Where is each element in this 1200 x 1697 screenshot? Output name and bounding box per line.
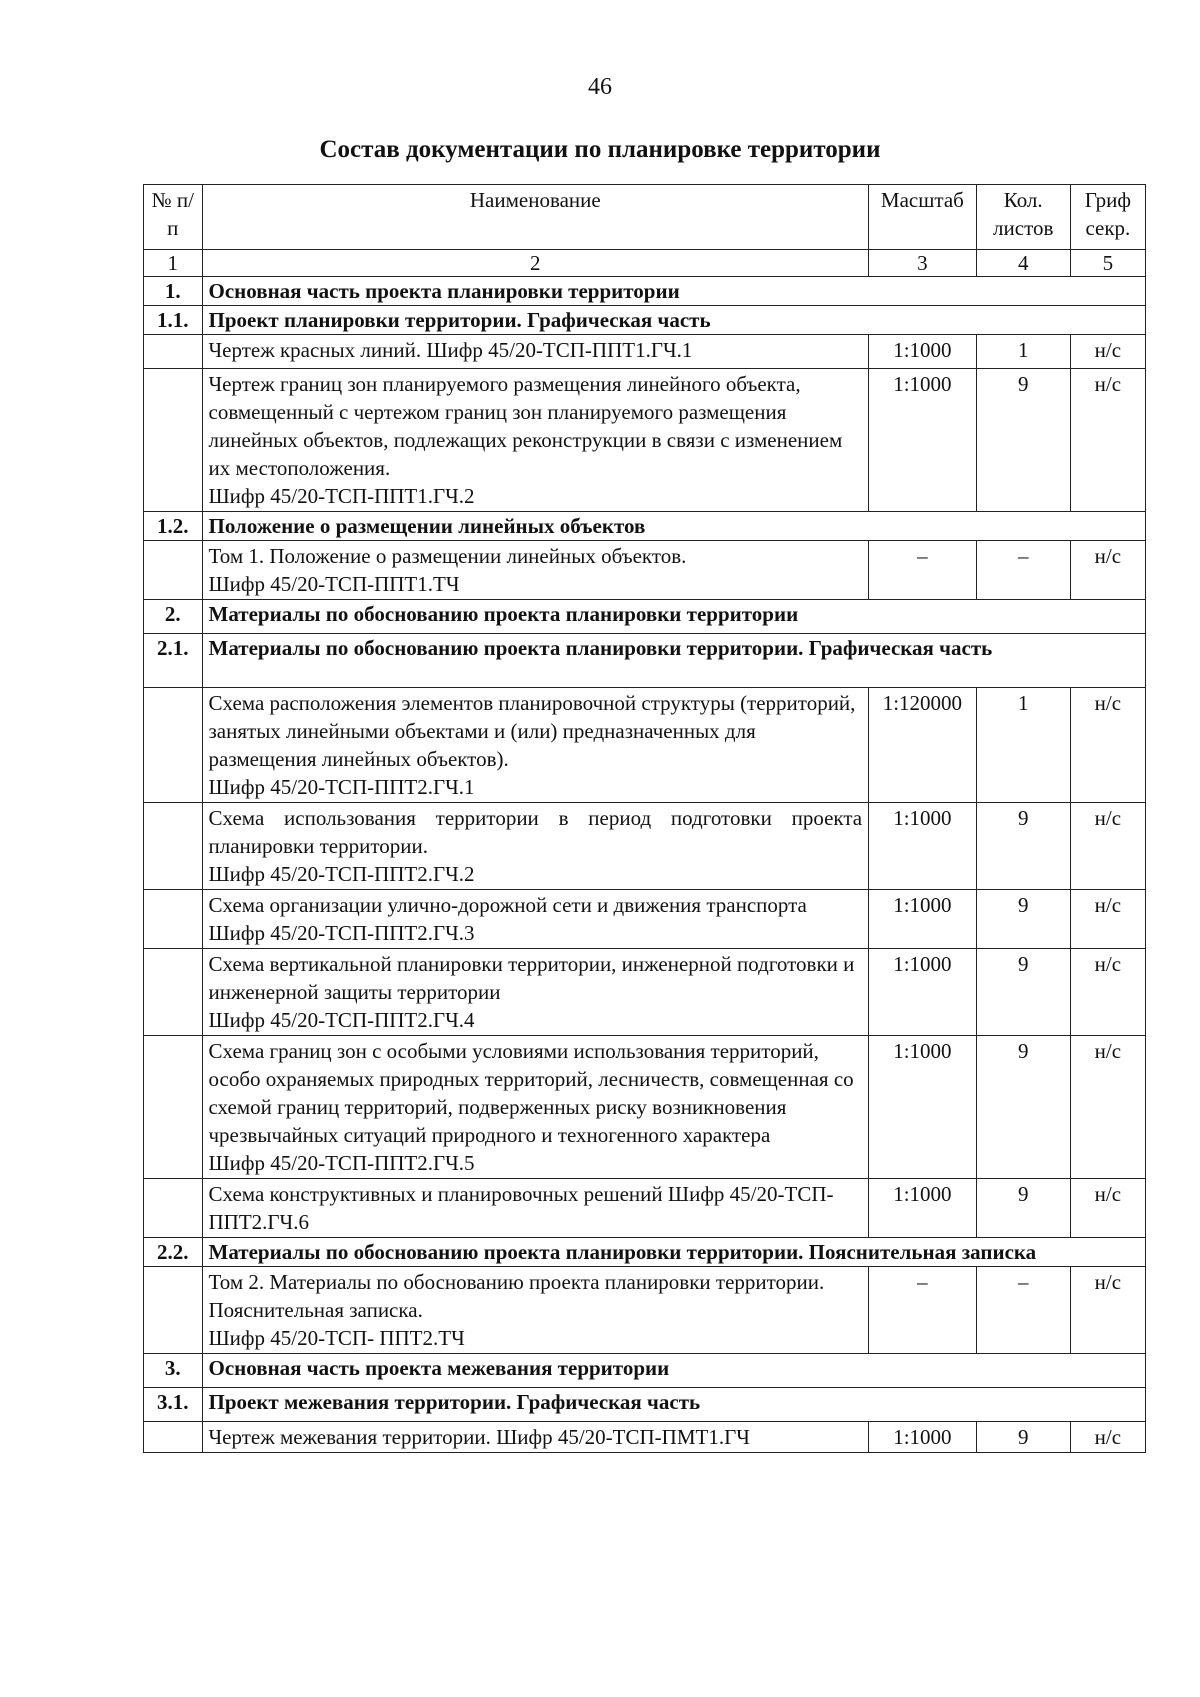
secrecy-cell: н/с: [1070, 890, 1145, 949]
document-code: Шифр 45/20-ТСП-ППТ2.ГЧ.5: [208, 1151, 475, 1175]
table-row: [144, 1179, 1146, 1238]
secrecy-cell: н/с: [1070, 369, 1145, 512]
page-number: 46: [588, 74, 612, 100]
document-name: Чертеж межевания территории. Шифр 45/20-ТСП-ПМТ1.ГЧ: [202, 1422, 869, 1453]
scale-cell: –: [869, 541, 977, 600]
scale-cell: 1:1000: [869, 890, 977, 949]
secrecy-cell: н/с: [1070, 1422, 1145, 1453]
row-number: [144, 1179, 203, 1238]
column-number: 3: [869, 250, 977, 277]
header-secrecy: Гриф секр.: [1070, 185, 1145, 250]
header-scale: Масштаб: [869, 185, 977, 250]
row-number: [144, 369, 203, 512]
table-row: [144, 1267, 1146, 1354]
document-name: [202, 541, 869, 600]
table-row: [144, 1036, 1146, 1179]
section-title: Материалы по обоснованию проекта планировки территории: [202, 600, 1146, 634]
sheets-cell: 9: [976, 369, 1070, 512]
section-row: [144, 1238, 1146, 1267]
secrecy-cell: н/с: [1070, 803, 1145, 890]
row-number: [144, 688, 203, 803]
column-number: 2: [202, 250, 869, 277]
page-title: Состав документации по планировке территории: [319, 136, 881, 163]
section-number: 2.1.: [144, 634, 203, 688]
sheets-cell: –: [976, 1267, 1070, 1354]
row-number: [144, 803, 203, 890]
secrecy-cell: н/с: [1070, 688, 1145, 803]
section-title: Проект межевания территории. Графическая часть: [202, 1388, 1146, 1422]
table-row: [144, 890, 1146, 949]
column-number: 1: [144, 250, 203, 277]
row-number: [144, 335, 203, 369]
section-number: 2.2.: [144, 1238, 203, 1267]
document-description: Том 2. Материалы по обоснованию проекта планировки территории. Пояснительная записка.: [208, 1270, 825, 1322]
row-number: [144, 890, 203, 949]
section-number: 1.: [144, 277, 203, 306]
scale-cell: 1:1000: [869, 1036, 977, 1179]
section-row: [144, 1388, 1146, 1422]
section-title: Проект планировки территории. Графическая часть: [202, 306, 1146, 335]
document-description: Том 1. Положение о размещении линейных объектов.: [208, 544, 687, 568]
sheets-cell: 9: [976, 803, 1070, 890]
section-number: 1.1.: [144, 306, 203, 335]
document-name: Схема конструктивных и планировочных решений Шифр 45/20-ТСП-ППТ2.ГЧ.6: [202, 1179, 869, 1238]
section-row: [144, 306, 1146, 335]
secrecy-cell: н/с: [1070, 335, 1145, 369]
header-sheets: Кол. листов: [976, 185, 1070, 250]
secrecy-cell: н/с: [1070, 949, 1145, 1036]
sheets-cell: 9: [976, 949, 1070, 1036]
document-description: Чертеж границ зон планируемого размещения линейного объекта, совмещенный с чертежом границ зон планируемого размещения линейных объектов, подлежащих реконструкции в связи с изменением их местоположения.: [208, 372, 843, 480]
document-description: Схема границ зон с особыми условиями использования территорий, особо охраняемых природных территорий, лесничеств, совмещенная со схемой границ территорий, подверженных риску возникновения чрезвычайных ситуаций природного и техногенного характера: [208, 1039, 854, 1147]
sheets-cell: 9: [976, 1422, 1070, 1453]
document-name: [202, 803, 869, 890]
document-code: Шифр 45/20-ТСП-ППТ1.ТЧ: [208, 572, 460, 596]
scale-cell: 1:120000: [869, 688, 977, 803]
secrecy-cell: н/с: [1070, 541, 1145, 600]
section-row: [144, 277, 1146, 306]
section-title: Материалы по обоснованию проекта планировки территории. Графическая часть: [202, 634, 1146, 688]
document-description: Схема использования территории в период подготовки проекта планировки территории.: [208, 806, 863, 858]
section-title: Материалы по обоснованию проекта планировки территории. Пояснительная записка: [202, 1238, 1146, 1267]
section-number: 3.1.: [144, 1388, 203, 1422]
secrecy-cell: н/с: [1070, 1179, 1145, 1238]
table-row: [144, 335, 1146, 369]
row-number: [144, 1422, 203, 1453]
scale-cell: 1:1000: [869, 803, 977, 890]
column-number: 4: [976, 250, 1070, 277]
sheets-cell: 1: [976, 688, 1070, 803]
sheets-cell: 9: [976, 1036, 1070, 1179]
scale-cell: 1:1000: [869, 1179, 977, 1238]
section-row: [144, 600, 1146, 634]
section-row: [144, 1354, 1146, 1388]
section-row: [144, 634, 1146, 688]
document-code: Шифр 45/20-ТСП-ППТ2.ГЧ.2: [208, 862, 475, 886]
row-number: [144, 949, 203, 1036]
scale-cell: 1:1000: [869, 369, 977, 512]
document-name: [202, 1267, 869, 1354]
document-code: Шифр 45/20-ТСП-ППТ1.ГЧ.2: [208, 484, 475, 508]
documentation-table: [143, 184, 1146, 1453]
column-number-row: [144, 250, 1146, 277]
document-description: Схема расположения элементов планировочной структуры (территорий, занятых линейными объектами и (или) предназначенных для размещения линейных объектов).: [208, 691, 856, 771]
document-name: [202, 369, 869, 512]
document-name: [202, 949, 869, 1036]
table-row: [144, 803, 1146, 890]
section-title: Основная часть проекта планировки территории: [202, 277, 1146, 306]
table-row: [144, 369, 1146, 512]
scale-cell: 1:1000: [869, 949, 977, 1036]
document-code: Шифр 45/20-ТСП-ППТ2.ГЧ.1: [208, 775, 475, 799]
section-title: Положение о размещении линейных объектов: [202, 512, 1146, 541]
table-row: [144, 688, 1146, 803]
section-number: 1.2.: [144, 512, 203, 541]
scale-cell: –: [869, 1267, 977, 1354]
document-name: [202, 890, 869, 949]
sheets-cell: –: [976, 541, 1070, 600]
table-header-row: [144, 185, 1146, 250]
row-number: [144, 1267, 203, 1354]
header-name: Наименование: [202, 185, 869, 250]
secrecy-cell: н/с: [1070, 1267, 1145, 1354]
section-number: 2.: [144, 600, 203, 634]
section-row: [144, 512, 1146, 541]
row-number: [144, 1036, 203, 1179]
table-row: [144, 541, 1146, 600]
section-title: Основная часть проекта межевания территории: [202, 1354, 1146, 1388]
document-code: Шифр 45/20-ТСП- ППТ2.ТЧ: [208, 1326, 465, 1350]
scale-cell: 1:1000: [869, 335, 977, 369]
document-description: Схема организации улично-дорожной сети и движения транспорта: [208, 893, 807, 917]
section-number: 3.: [144, 1354, 203, 1388]
document-name: [202, 1036, 869, 1179]
document-description: Схема вертикальной планировки территории, инженерной подготовки и инженерной защиты территории: [208, 952, 855, 1004]
document-name: [202, 688, 869, 803]
document-code: Шифр 45/20-ТСП-ППТ2.ГЧ.4: [208, 1008, 475, 1032]
document-name: Чертеж красных линий. Шифр 45/20-ТСП-ППТ1.ГЧ.1: [202, 335, 869, 369]
sheets-cell: 9: [976, 1179, 1070, 1238]
table-row: [144, 949, 1146, 1036]
column-number: 5: [1070, 250, 1145, 277]
scale-cell: 1:1000: [869, 1422, 977, 1453]
header-no: № п/п: [144, 185, 203, 250]
row-number: [144, 541, 203, 600]
sheets-cell: 1: [976, 335, 1070, 369]
table-row: [144, 1422, 1146, 1453]
sheets-cell: 9: [976, 890, 1070, 949]
document-code: Шифр 45/20-ТСП-ППТ2.ГЧ.3: [208, 921, 475, 945]
secrecy-cell: н/с: [1070, 1036, 1145, 1179]
